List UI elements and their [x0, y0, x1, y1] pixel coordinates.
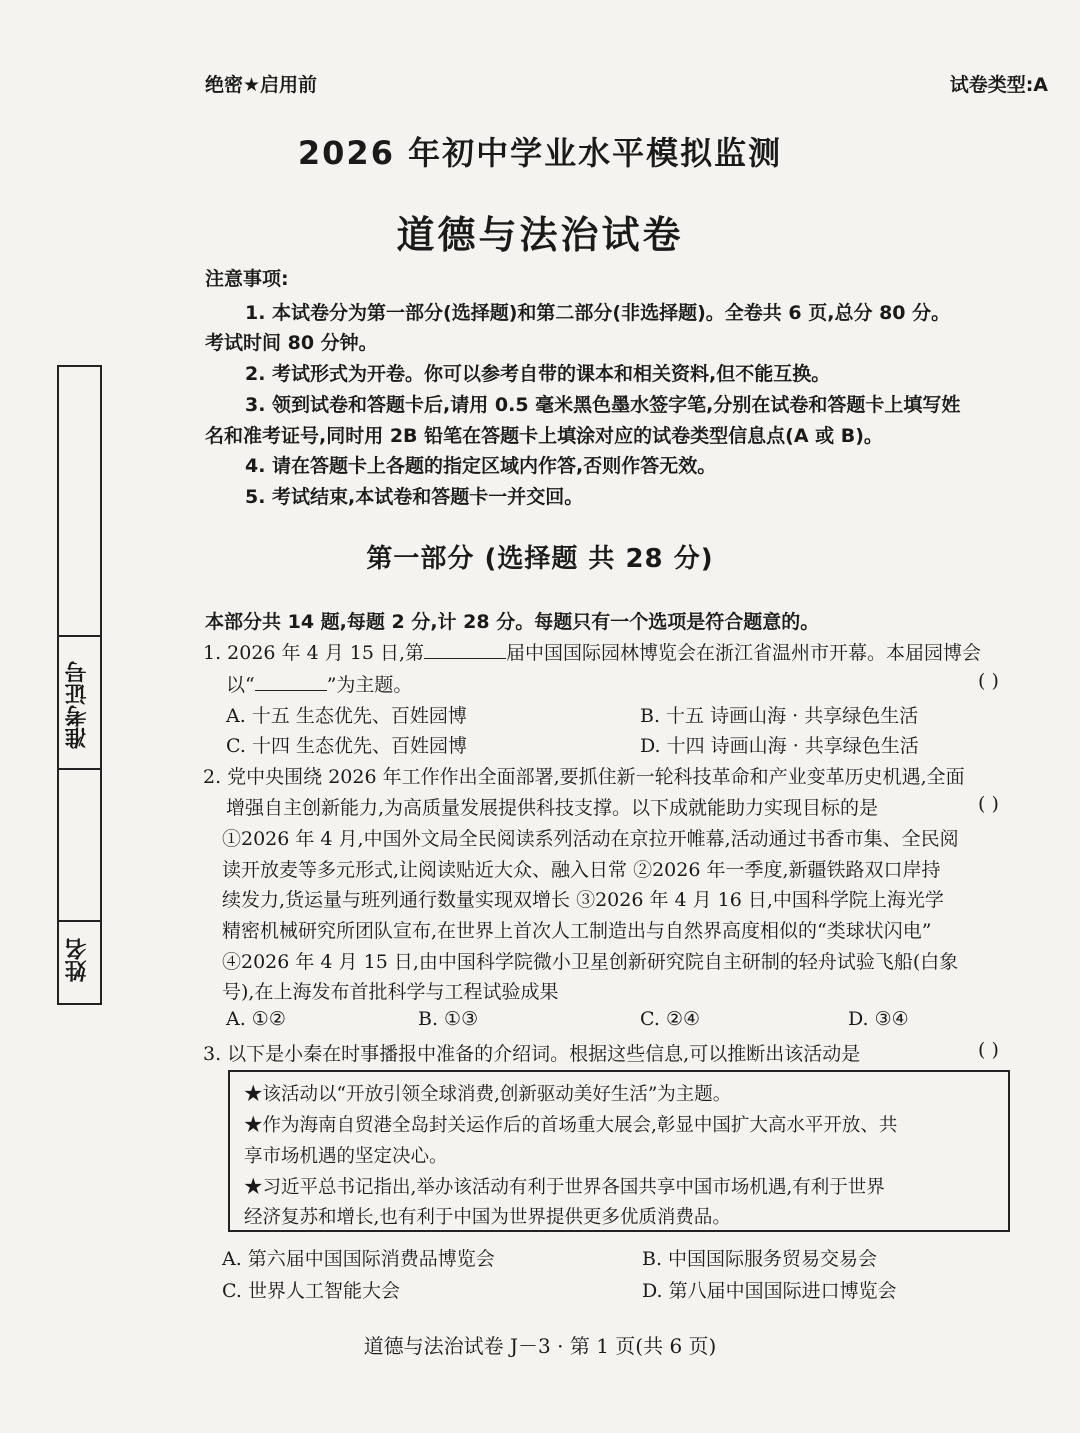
notice-line: 3. 领到试卷和答题卡后,请用 0.5 毫米黑色墨水签字笔,分别在试卷和答题卡上填写姓 — [245, 394, 961, 416]
part1-intro: 本部分共 14 题,每题 2 分,计 28 分。每题只有一个选项是符合题意的。 — [205, 611, 820, 633]
question-1-text: 1. 2026 年 4 月 15 日,第 — [203, 642, 425, 664]
answer-blank — [424, 658, 506, 659]
question-1-text: 以“ — [226, 674, 255, 696]
exam-title: 2026 年初中学业水平模拟监测 — [297, 134, 783, 172]
notice-line: 4. 请在答题卡上各题的指定区域内作答,否则作答无效。 — [245, 455, 717, 477]
option-c: C. ②④ — [640, 1008, 701, 1030]
answer-bracket: ( ) — [978, 793, 999, 815]
question-2-line: 号),在上海发布首批科学与工程试验成果 — [222, 981, 559, 1003]
question-1-line — [203, 638, 981, 665]
subject-title: 道德与法治试卷 — [396, 213, 684, 257]
question-2-line: 读开放麦等多元形式,让阅读贴近大众、融入日常 ②2026 年一季度,新疆铁路双口岸持 — [222, 859, 941, 881]
option-b: B. 十五 诗画山海 · 共享绿色生活 — [640, 705, 919, 727]
name-label: 姓名 — [65, 938, 90, 982]
paper-type-label: 试卷类型:A — [949, 74, 1048, 96]
option-b: B. 中国国际服务贸易交易会 — [642, 1248, 878, 1270]
question-1-text: ”为主题。 — [326, 674, 413, 696]
secret-label: 绝密★启用前 — [205, 74, 318, 96]
option-a: A. ①② — [226, 1008, 286, 1030]
info-box-line: ★作为海南自贸港全岛封关运作后的首场重大展会,彰显中国扩大高水平开放、共 — [244, 1115, 898, 1136]
option-d: D. ③④ — [848, 1008, 909, 1030]
option-b: B. ①③ — [418, 1008, 479, 1030]
notice-line: 1. 本试卷分为第一部分(选择题)和第二部分(非选择题)。全卷共 6 页,总分 80 分。 — [245, 302, 951, 324]
question-3-stem: 3. 以下是小秦在时事播报中准备的介绍词。根据这些信息,可以推断出该活动是 — [203, 1043, 861, 1065]
option-d: D. 第八届中国国际进口博览会 — [642, 1280, 897, 1302]
option-a: A. 第六届中国国际消费品博览会 — [222, 1248, 495, 1270]
part1-title: 第一部分 (选择题 共 28 分) — [366, 544, 714, 574]
question-2-line: ①2026 年 4 月,中国外文局全民阅读系列活动在京拉开帷幕,活动通过书香市集、全民阅 — [222, 828, 959, 850]
info-box — [228, 1070, 1010, 1232]
question-1-line — [226, 670, 412, 697]
exam-number-label: 准考证号 — [65, 661, 90, 749]
option-c: C. 十四 生态优先、百姓园博 — [226, 735, 467, 757]
info-box-line: ★该活动以“开放引领全球消费,创新驱动美好生活”为主题。 — [244, 1084, 732, 1105]
question-2-line: 精密机械研究所团队宣布,在世界上首次人工制造出与自然界高度相似的“类球状闪电” — [222, 920, 932, 942]
binding-divider — [57, 635, 102, 637]
question-2-line: ④2026 年 4 月 15 日,由中国科学院微小卫星创新研究院自主研制的轻舟试验飞船(白象 — [222, 951, 959, 973]
option-d: D. 十四 诗画山海 · 共享绿色生活 — [640, 735, 919, 757]
notice-line: 2. 考试形式为开卷。你可以参考自带的课本和相关资料,但不能互换。 — [245, 363, 831, 385]
notice-line: 考试时间 80 分钟。 — [205, 332, 378, 354]
info-box-line: 经济复苏和增长,也有利于中国为世界提供更多优质消费品。 — [244, 1207, 731, 1228]
answer-bracket: ( ) — [978, 670, 999, 692]
option-a: A. 十五 生态优先、百姓园博 — [226, 705, 467, 727]
notice-line: 5. 考试结束,本试卷和答题卡一并交回。 — [245, 486, 584, 508]
option-c: C. 世界人工智能大会 — [222, 1280, 400, 1302]
info-box-line: ★习近平总书记指出,举办该活动有利于世界各国共享中国市场机遇,有利于世界 — [244, 1177, 885, 1198]
info-box-line: 享市场机遇的坚定决心。 — [244, 1146, 448, 1167]
page-footer: 道德与法治试卷 J－3 · 第 1 页(共 6 页) — [363, 1334, 717, 1358]
binding-divider — [57, 768, 102, 770]
notice-line: 名和准考证号,同时用 2B 铅笔在答题卡上填涂对应的试卷类型信息点(A 或 B)。 — [205, 425, 883, 447]
answer-blank — [255, 690, 327, 691]
answer-bracket: ( ) — [978, 1039, 999, 1061]
notice-heading: 注意事项: — [205, 268, 289, 290]
question-2-line: 2. 党中央围绕 2026 年工作作出全面部署,要抓住新一轮科技革命和产业变革历史机遇,全面 — [203, 766, 965, 788]
binding-divider — [57, 920, 102, 922]
question-1-text: 届中国国际园林博览会在浙江省温州市开幕。本届园博会 — [506, 642, 982, 664]
question-2-line: 增强自主创新能力,为高质量发展提供科技支撑。以下成就能助力实现目标的是 — [226, 797, 879, 819]
question-2-line: 续发力,货运量与班列通行数量实现双增长 ③2026 年 4 月 16 日,中国科学院上海光学 — [222, 889, 944, 911]
